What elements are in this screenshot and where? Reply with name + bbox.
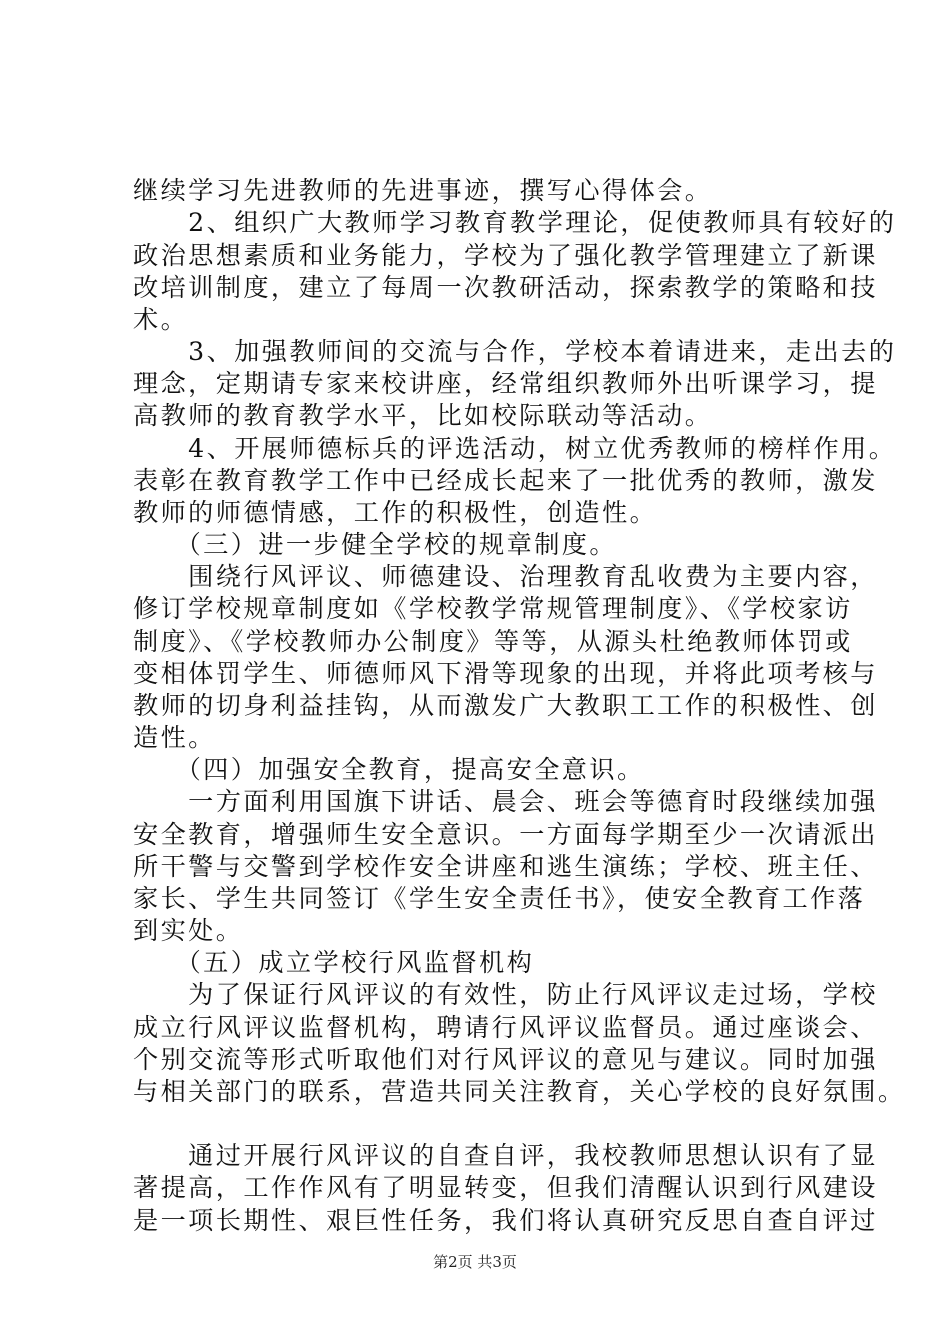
text-line: 表彰在教育教学工作中已经成长起来了一批优秀的教师，激发 — [133, 466, 878, 495]
text-line: 为了保证行风评议的有效性，防止行风评议走过场，学校 — [133, 980, 878, 1009]
text-line: 与相关部门的联系，营造共同关注教育，关心学校的良好氛围。 — [133, 1077, 906, 1106]
text-line: 制度》、《学校教师办公制度》等等，从源头杜绝教师体罚或 — [133, 627, 853, 656]
text-line: 教师的师德情感，工作的积极性，创造性。 — [133, 498, 658, 527]
text-line: 改培训制度，建立了每周一次教研活动，探索教学的策略和技 — [133, 273, 878, 302]
text-line: 高教师的教育教学水平，比如校际联动等活动。 — [133, 401, 713, 430]
section-heading: （三）进一步健全学校的规章制度。 — [133, 530, 617, 559]
text-line: 所干警与交警到学校作安全讲座和逃生演练；学校、班主任、 — [133, 852, 878, 881]
text-line: 个别交流等形式听取他们对行风评议的意见与建议。同时加强 — [133, 1045, 878, 1074]
text-line: 通过开展行风评议的自查自评，我校教师思想认识有了显 — [133, 1141, 878, 1170]
text-line: 2、组织广大教师学习教育教学理论，促使教师具有较好的 — [133, 208, 897, 237]
text-line: 成立行风评议监督机构，聘请行风评议监督员。通过座谈会、 — [133, 1013, 878, 1042]
text-line: 到实处。 — [133, 916, 244, 945]
text-line: 是一项长期性、艰巨性任务，我们将认真研究反思自查自评过 — [133, 1206, 878, 1235]
text-line: 政治思想素质和业务能力，学校为了强化教学管理建立了新课 — [133, 241, 878, 270]
text-line: 一方面利用国旗下讲话、晨会、班会等德育时段继续加强 — [133, 787, 878, 816]
text-line: 围绕行风评议、师德建设、治理教育乱收费为主要内容， — [133, 562, 878, 591]
text-line: 造性。 — [133, 723, 216, 752]
text-line: 术。 — [133, 305, 189, 334]
page-number: 第2页 共3页 — [433, 1253, 517, 1271]
text-line: 家长、学生共同签订《学生安全责任书》，使安全教育工作落 — [133, 884, 866, 913]
text-line: 安全教育，增强师生安全意识。一方面每学期至少一次请派出 — [133, 820, 878, 849]
text-line: 修订学校规章制度如《学校教学常规管理制度》、《学校家访 — [133, 594, 853, 623]
text-line: 理念，定期请专家来校讲座，经常组织教师外出听课学习，提 — [133, 369, 878, 398]
text-line: 著提高，工作作风有了明显转变，但我们清醒认识到行风建设 — [133, 1173, 878, 1202]
text-line: 4、开展师德标兵的评选活动，树立优秀教师的榜样作用。 — [133, 434, 897, 463]
text-line: 教师的切身利益挂钩，从而激发广大教职工工作的积极性、创 — [133, 691, 878, 720]
section-heading: （五）成立学校行风监督机构 — [133, 948, 535, 977]
text-line: 变相体罚学生、师德师风下滑等现象的出现，并将此项考核与 — [133, 659, 878, 688]
section-heading: （四）加强安全教育，提高安全意识。 — [133, 755, 645, 784]
text-line: 3、加强教师间的交流与合作，学校本着请进来，走出去的 — [133, 337, 897, 366]
text-line: 继续学习先进教师的先进事迹，撰写心得体会。 — [133, 176, 713, 205]
